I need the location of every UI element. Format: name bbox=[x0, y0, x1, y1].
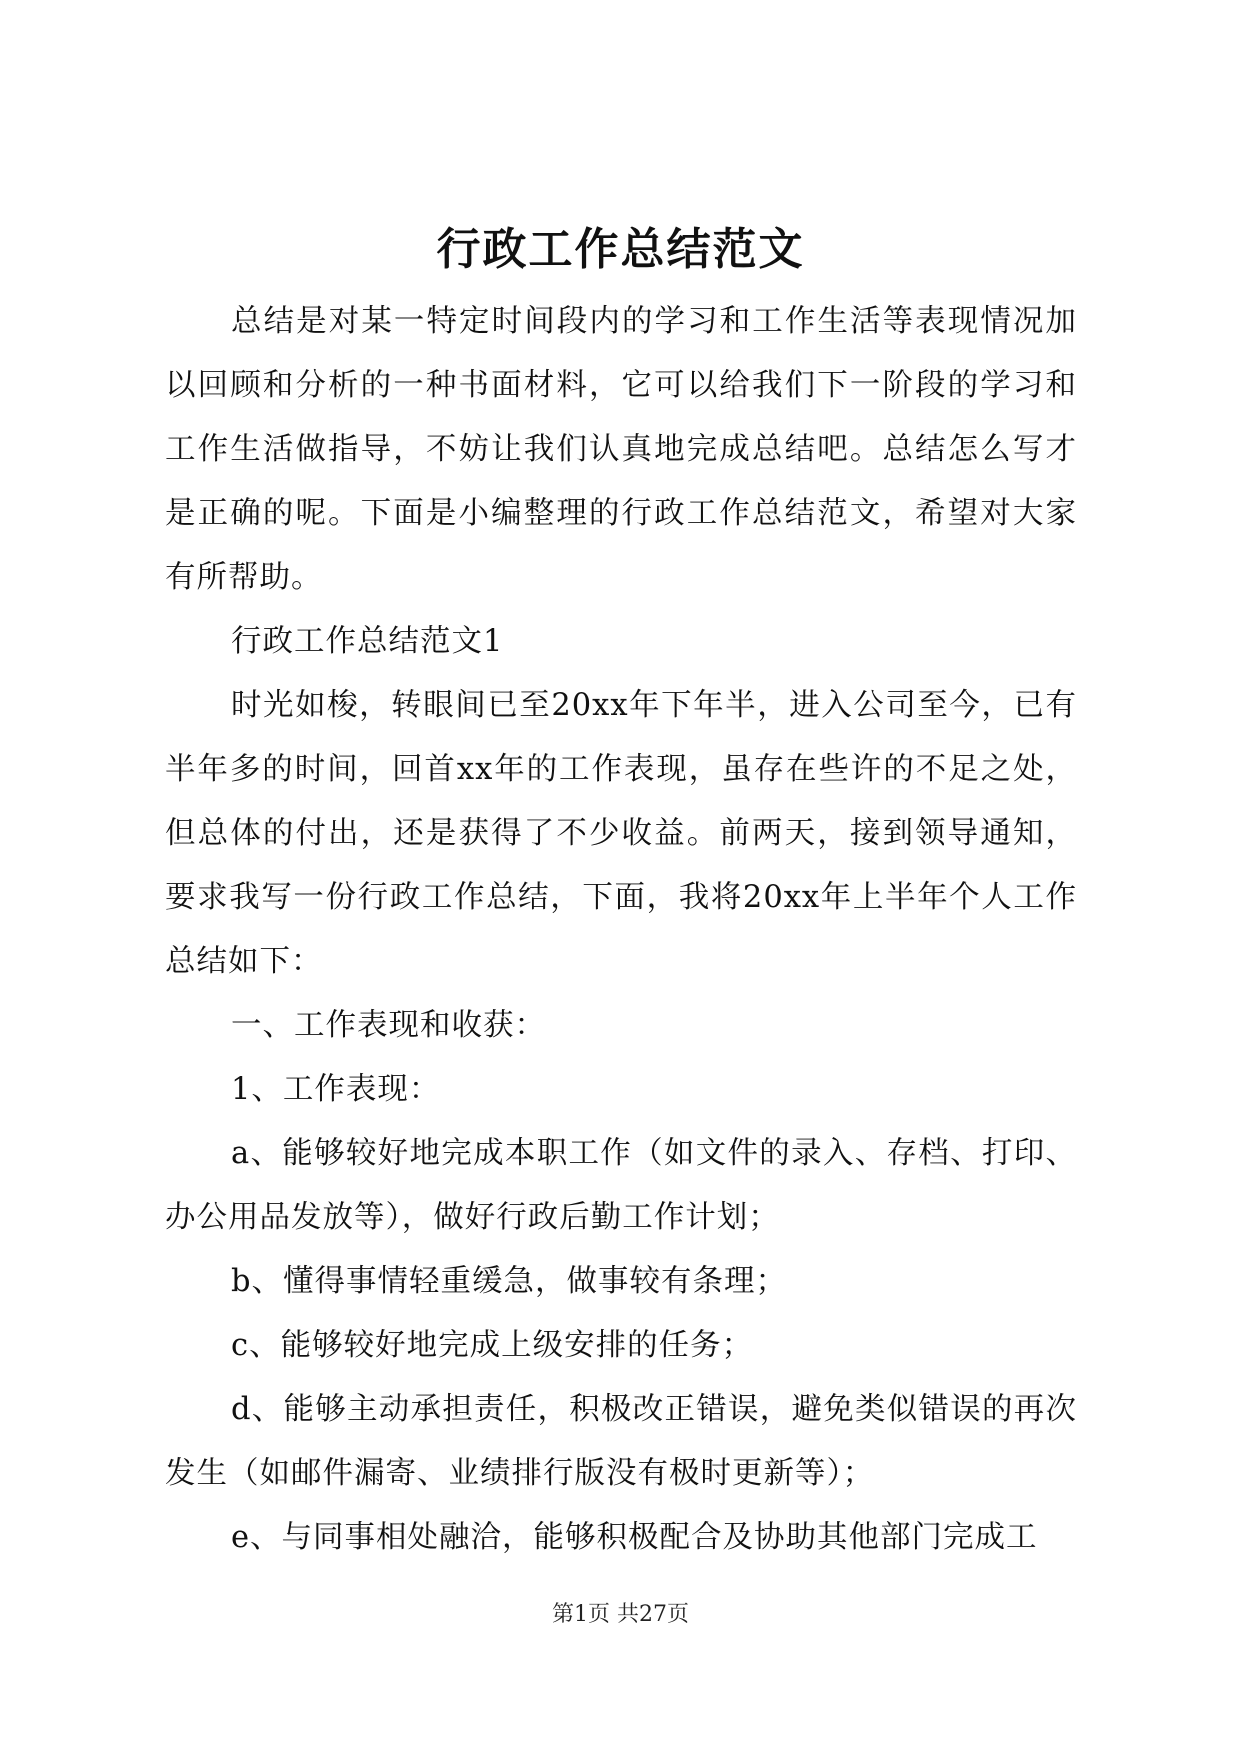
footer-page-prefix: 第 bbox=[551, 1602, 574, 1627]
footer-page-current: 1 bbox=[574, 1602, 588, 1627]
subsection-heading: 1、工作表现： bbox=[231, 1072, 441, 1107]
list-item: c、能够较好地完成上级安排的任务； bbox=[231, 1328, 754, 1363]
body-paragraph: 时光如梭，转眼间已至20xx年下年半，进入公司至今，已有半年多的时间，回首xx年的工作表现，虽存在些许的不足之处，但总体的付出，还是获得了不少收益。前两天，接到领导通知，要求我写一份行政工作总结，下面，我将20xx年上半年个人工作总结如下： bbox=[165, 688, 1077, 979]
footer-page-suffix: 页 bbox=[667, 1602, 690, 1627]
page-footer bbox=[0, 1600, 1241, 1630]
list-item: e、与同事相处融洽，能够积极配合及协助其他部门完成工 bbox=[231, 1520, 1038, 1555]
document-title: 行政工作总结范文 bbox=[436, 224, 805, 275]
list-item: a、能够较好地完成本职工作（如文件的录入、存档、打印、办公用品发放等），做好行政后勤工作计划； bbox=[165, 1136, 1077, 1235]
intro-paragraph: 总结是对某一特定时间段内的学习和工作生活等表现情况加以回顾和分析的一种书面材料，它可以给我们下一阶段的学习和工作生活做指导，不妨让我们认真地完成总结吧。总结怎么写才是正确的呢。下面是小编整理的行政工作总结范文，希望对大家有所帮助。 bbox=[165, 304, 1077, 595]
subsection-heading: 一、工作表现和收获： bbox=[231, 1008, 546, 1043]
footer-page-mid: 页 共 bbox=[588, 1602, 639, 1627]
footer-page-total: 27 bbox=[639, 1602, 667, 1627]
list-item: d、能够主动承担责任，积极改正错误，避免类似错误的再次发生（如邮件漏寄、业绩排行版没有极时更新等）； bbox=[165, 1392, 1077, 1491]
list-item: b、懂得事情轻重缓急，做事较有条理； bbox=[231, 1264, 788, 1299]
section-heading: 行政工作总结范文1 bbox=[231, 624, 504, 659]
document-body bbox=[165, 290, 1077, 1570]
